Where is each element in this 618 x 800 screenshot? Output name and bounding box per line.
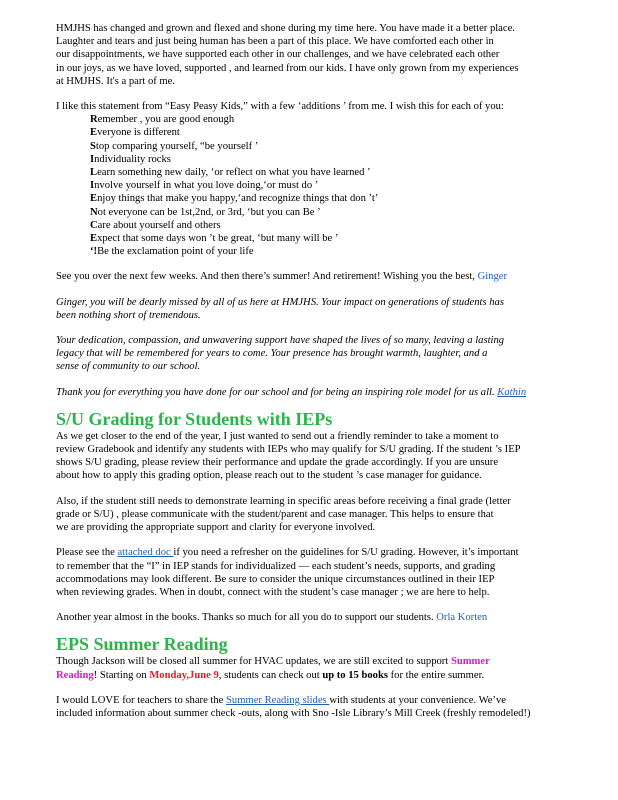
statement-line: I like this statement from “Easy Peasy Kids,” with a few ‘additions ’ from me. I wish this for each of you: [56, 101, 504, 113]
eps-line-3: I would LOVE for teachers to share the Summer Reading slides with students at your convenience. We’ve [56, 694, 506, 706]
text-line: As we get closer to the end of the year, I just wanted to send out a friendly reminder to take a moment to [56, 430, 499, 442]
text-line: accommodations may look different. Be sure to consider the unique circumstances outlined in their IEP [56, 573, 495, 585]
text-line: Laughter and tears and just being human has been a part of this place. We have comforted each other in [56, 36, 494, 48]
text-line: Your dedication, compassion, and unwavering support have shaped the lives of so many, leaving a lasting [56, 335, 505, 347]
su-grading-heading: S/U Grading for Students with IEPs [56, 408, 333, 429]
newsletter-page [56, 22, 604, 720]
su-paragraph-4: Another year almost in the books. Thanks so much for all you do to support our students. Orla Korten [56, 612, 488, 624]
text-line: in our joys, as we have loved, supported , and learned from our kids. I have only grown from my experiences [56, 62, 519, 74]
text-line: grade or S/U) , please communicate with the student/parent and case manager. This helps to ensure that [56, 508, 494, 520]
list-item: Involve yourself in what you love doing,‘or must do ’ [90, 180, 319, 192]
eps-line-2: Reading! Starting on Monday,June 9, students can check out up to 15 books for the entire summer. [56, 669, 485, 681]
list-item: Stop comparing yourself, “be yourself ’ [90, 140, 259, 152]
su-paragraph-2 [56, 495, 604, 535]
closing-line: See you over the next few weeks. And then there’s summer! And retirement! Wishing you the best, Ginger [56, 271, 507, 283]
list-item: Everyone is different [90, 127, 180, 139]
text-line: Please see the attached doc if you need a refresher on the guidelines for S/U grading. However, it’s important [56, 547, 519, 559]
tribute-paragraph-1 [56, 296, 604, 322]
wish-list [90, 113, 604, 258]
list-item: Individuality rocks [90, 153, 171, 165]
tribute-paragraph-2 [56, 334, 604, 374]
list-item: Expect that some days won ’t be great, ‘but many will be ’ [90, 233, 339, 245]
text-line: legacy that will be remembered for years to come. Your presence has brought warmth, laughter, and a [56, 348, 488, 360]
text-line: Ginger, you will be dearly missed by all of us here at HMJHS. Your impact on generations of students has [56, 296, 504, 308]
text-line: to remember that the “I” in IEP stands for individualized — each student’s needs, supports, and grading [56, 560, 496, 572]
intro-paragraph [56, 22, 604, 88]
list-item: Remember , you are good enough [90, 114, 235, 126]
list-item: Learn something new daily, ‘or reflect on what you have learned ’ [90, 167, 371, 179]
list-item: ‘!Be the exclamation point of your life [90, 246, 254, 258]
tribute-paragraph-3: Thank you for everything you have done for our school and for being an inspiring role model for us all. Kathin [56, 386, 527, 398]
text-line: HMJHS has changed and grown and flexed and shone during my time here. You have made it a better place. [56, 23, 515, 34]
su-paragraph-3 [56, 546, 604, 599]
text-line: sense of community to our school. [56, 361, 201, 373]
list-item: Enjoy things that make you happy,‘and recognize things that don ’t’ [90, 193, 379, 205]
text-line: about how to apply this grading option, please reach out to the student ’s case manager for guidance. [56, 470, 482, 482]
signature-orla: Orla Korten [436, 612, 488, 624]
list-item: Care about yourself and others [90, 219, 221, 231]
text-line: when reviewing grades. When in doubt, connect with the student’s case manager ; we are here to help. [56, 586, 490, 598]
signature-ginger: Ginger [477, 271, 507, 283]
eps-line-4: included information about summer check -outs, along with Sno -Isle Library’s Mill Creek (freshly remodeled!) [56, 707, 531, 719]
text-line: review Gradebook and identify any students with IEPs who may qualify for S/U grading. If the student ’s IEP [56, 444, 521, 456]
text-line: been nothing short of tremendous. [56, 309, 201, 321]
summer-reading-slides-link[interactable]: Summer Reading slides [226, 694, 330, 706]
eps-reading-heading: EPS Summer Reading [56, 634, 228, 655]
text-line: Also, if the student still needs to demonstrate learning in specific areas before receiving a final grade (letter [56, 495, 511, 507]
text-line: we are providing the appropriate support and clarity for everyone involved. [56, 522, 376, 534]
list-item: Not everyone can be 1st,2nd, or 3rd, ‘but you can Be ’ [90, 206, 321, 218]
text-line: at HMJHS. It's a part of me. [56, 75, 176, 87]
text-line: shows S/U grading, please review their performance and update the grade accordingly. If you are unsure [56, 457, 499, 469]
signature-kathin[interactable]: Kathin [497, 386, 527, 398]
eps-line-1: Though Jackson will be closed all summer for HVAC updates, we are still excited to support Summer [56, 656, 490, 668]
su-paragraph-1 [56, 430, 604, 483]
text-line: our disappointments, we have supported each other in our challenges, and we have celebrated each other [56, 49, 500, 61]
attached-doc-link[interactable]: attached doc [117, 547, 174, 559]
